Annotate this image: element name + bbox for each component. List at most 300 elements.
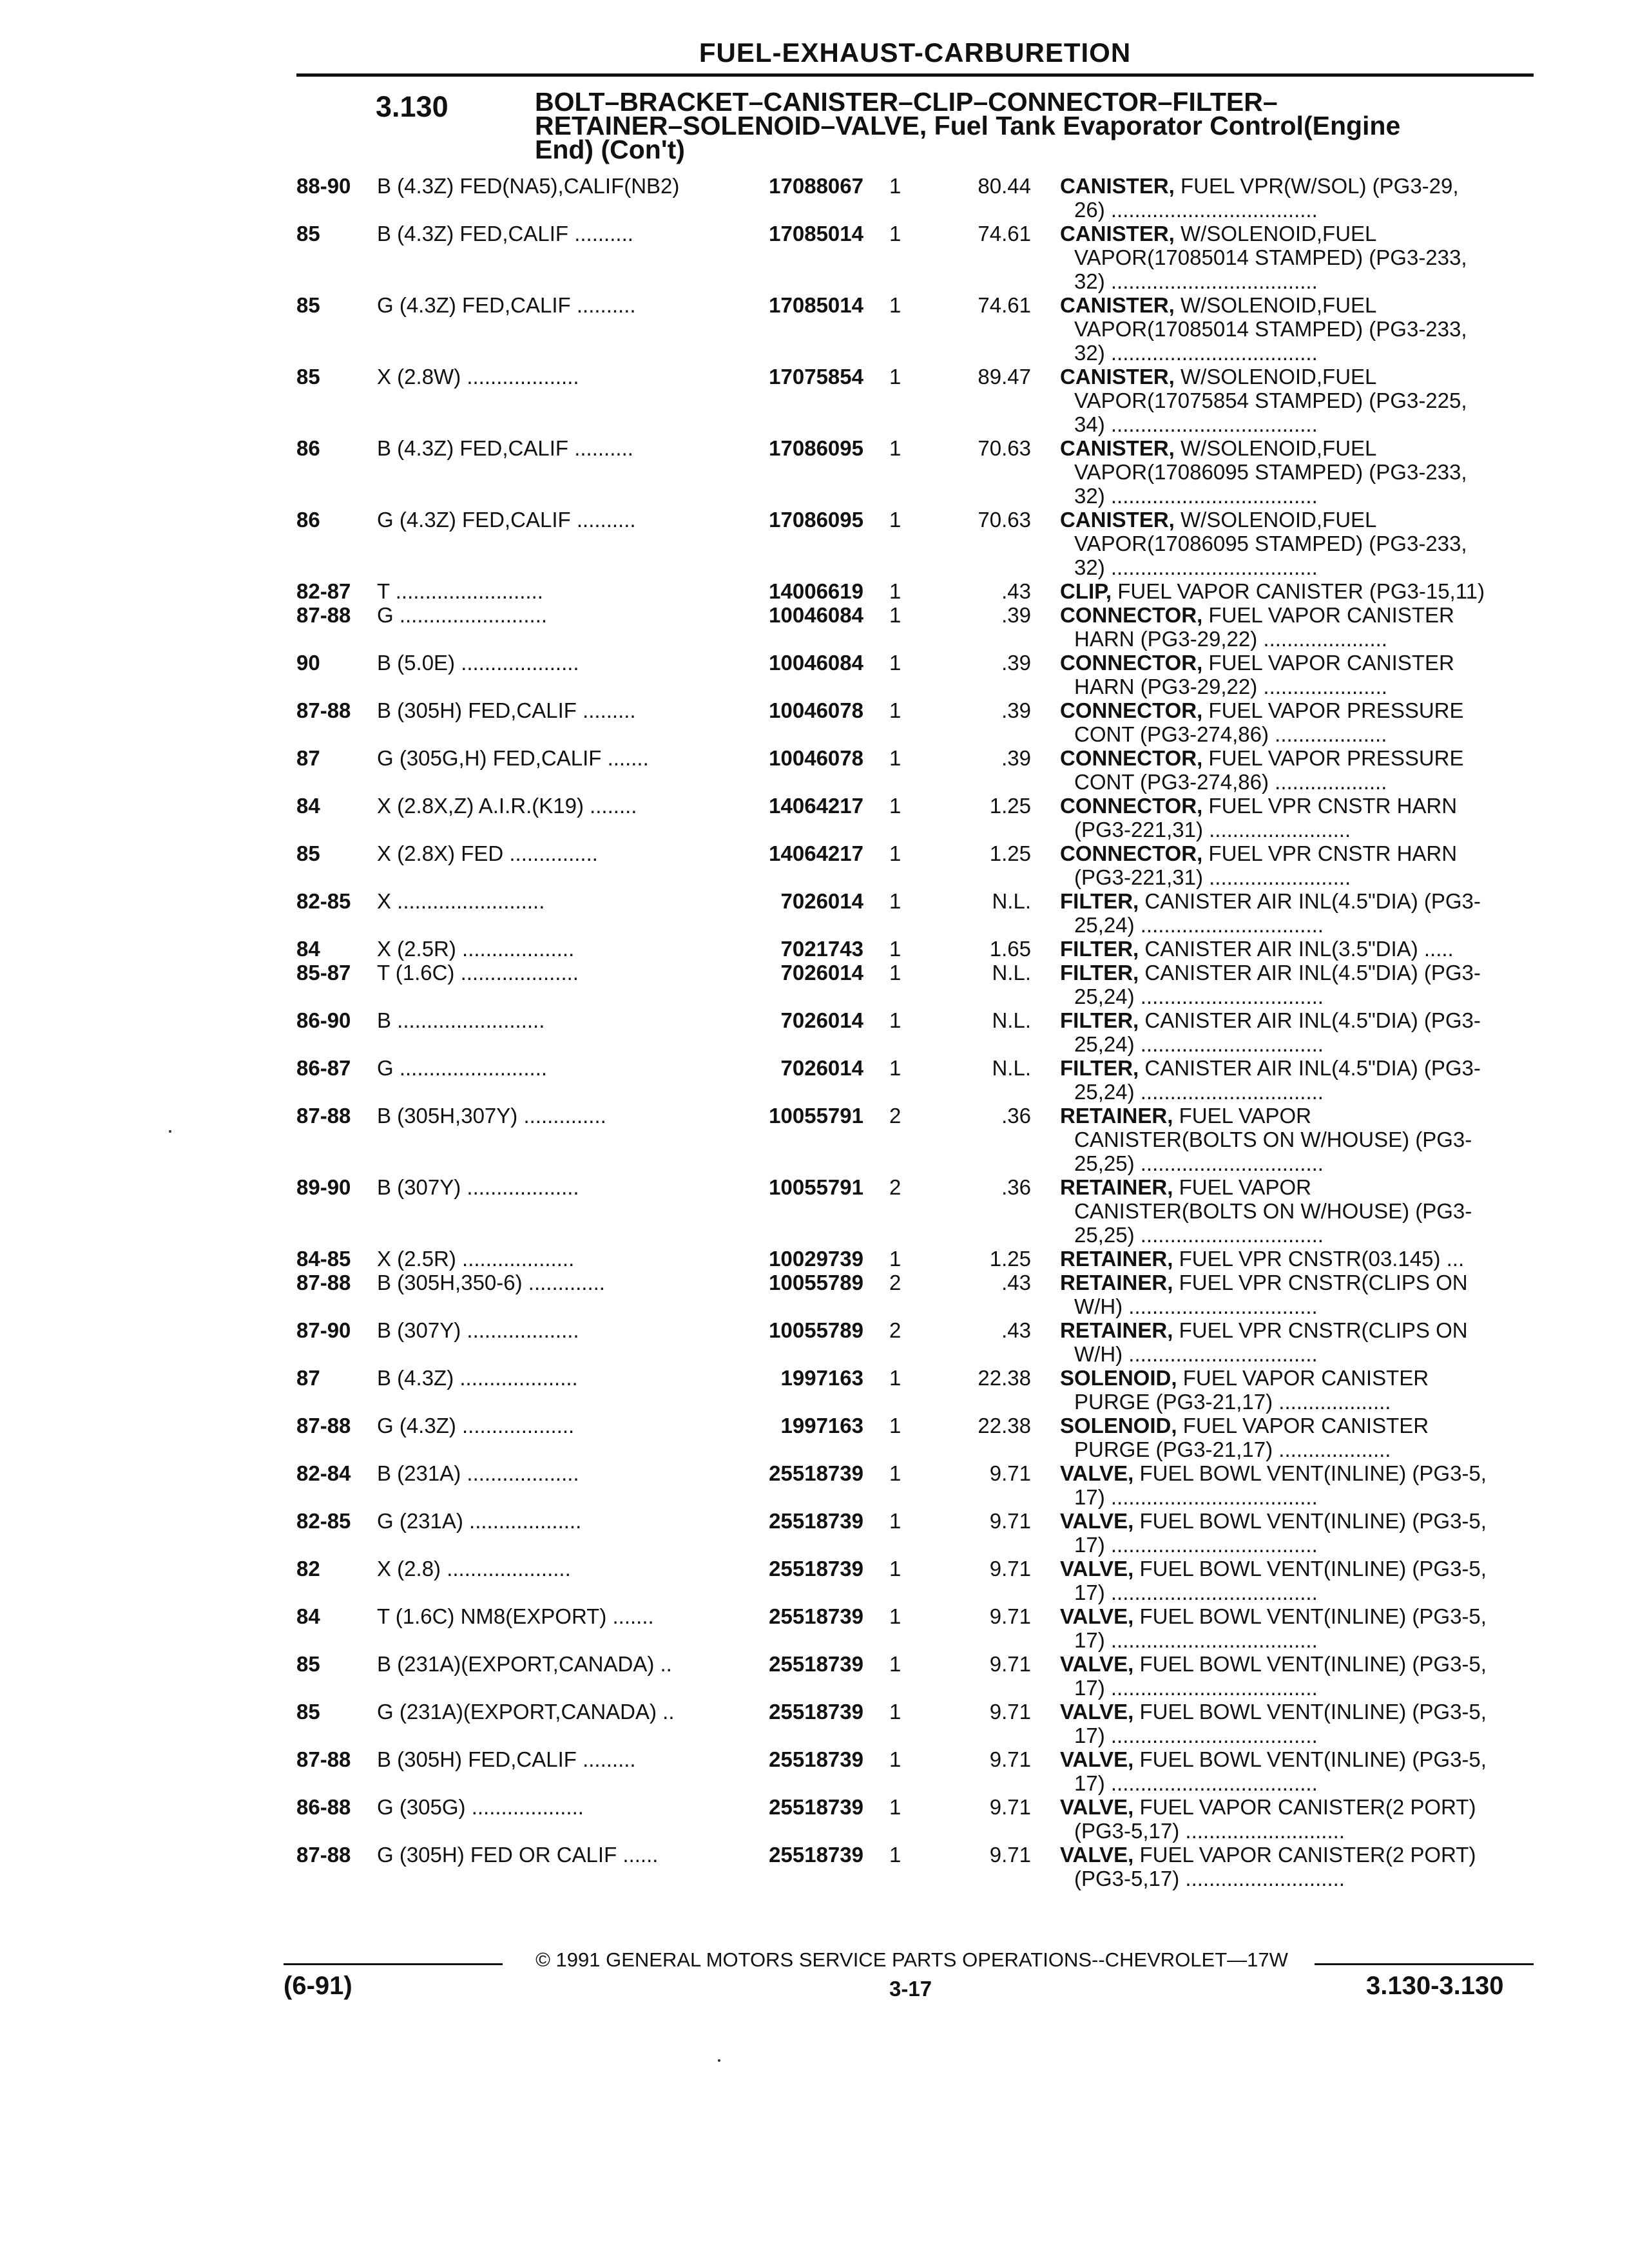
description-line [1060,889,1534,913]
description-text: FUEL VPR CNSTR HARN [1202,794,1458,818]
description-line: HARN (PG3-29,22) ..................... [1074,627,1387,651]
part-description [1060,579,1534,603]
part-description [1060,174,1534,222]
quantity: 1 [889,746,901,770]
part-name: VALVE, [1060,1843,1134,1867]
vehicle-model: X ......................... [377,889,545,913]
description-line [1060,1318,1534,1342]
price: 74.61 [978,222,1031,245]
part-description [1060,1843,1534,1890]
part-number: 10055791 [769,1175,863,1199]
description-line [1060,1700,1534,1724]
price: 74.61 [978,293,1031,317]
price: 9.71 [989,1509,1031,1533]
description-line [1060,1795,1534,1819]
description-text: W/SOLENOID,FUEL [1174,436,1377,460]
quantity: 1 [889,1461,901,1485]
part-description [1060,746,1534,794]
price: N.L. [992,1056,1031,1080]
part-number: 25518739 [769,1509,863,1533]
price: 22.38 [978,1414,1031,1437]
footer-page-number: 3-17 [889,1977,932,2001]
description-line [1060,1414,1534,1437]
part-name: FILTER, [1060,1056,1139,1080]
quantity: 1 [889,698,901,722]
description-text: FUEL VAPOR [1173,1104,1311,1128]
part-name: RETAINER, [1060,1271,1173,1294]
model-year: 86 [296,436,320,460]
vehicle-model: B (305H) FED,CALIF ......... [377,698,636,722]
part-description [1060,1318,1534,1366]
vehicle-model: G ......................... [377,603,548,627]
description-line: VAPOR(17085014 STAMPED) (PG3-233, [1074,317,1467,341]
price: 9.71 [989,1604,1031,1628]
part-description [1060,603,1534,651]
description-line [1060,1104,1534,1128]
part-name: VALVE, [1060,1509,1134,1533]
description-text: W/SOLENOID,FUEL [1174,508,1377,532]
parts-row [0,1557,1629,1604]
quantity: 1 [889,651,901,675]
part-number: 10046078 [769,746,863,770]
quantity: 1 [889,1604,901,1628]
quantity: 1 [889,1747,901,1771]
vehicle-model: X (2.5R) ................... [377,937,575,961]
part-description [1060,1557,1534,1604]
description-line: CANISTER(BOLTS ON W/HOUSE) (PG3- [1074,1128,1472,1151]
part-description [1060,937,1534,961]
model-year: 86-90 [296,1008,351,1032]
vehicle-model: T (1.6C) .................... [377,961,579,985]
description-line: W/H) ................................ [1074,1294,1318,1318]
model-year: 87-88 [296,1747,351,1771]
price: 9.71 [989,1700,1031,1724]
quantity: 1 [889,1700,901,1724]
description-line [1060,222,1534,245]
parts-row [0,1056,1629,1104]
description-line [1060,1747,1534,1771]
part-description [1060,1461,1534,1509]
part-description [1060,1747,1534,1795]
model-year: 85 [296,841,320,865]
part-description [1060,1056,1534,1104]
quantity: 1 [889,794,901,818]
part-name: CANISTER, [1060,222,1175,245]
part-description [1060,1247,1534,1271]
part-name: CLIP, [1060,579,1112,603]
description-text: FUEL BOWL VENT(INLINE) (PG3-5, [1133,1604,1487,1628]
vehicle-model: G (231A) ................... [377,1509,582,1533]
description-line: VAPOR(17086095 STAMPED) (PG3-233, [1074,460,1467,484]
description-line [1060,1652,1534,1676]
price: 1.65 [989,937,1031,961]
part-number: 25518739 [769,1461,863,1485]
description-text: FUEL VPR CNSTR HARN [1202,841,1458,865]
vehicle-model: B (307Y) ................... [377,1175,579,1199]
parts-row [0,293,1629,365]
quantity: 1 [889,1795,901,1819]
parts-row [0,1652,1629,1700]
footer-rule-left [284,1963,503,1965]
part-number: 25518739 [769,1795,863,1819]
price: 9.71 [989,1461,1031,1485]
parts-row [0,889,1629,937]
description-text: FUEL VAPOR CANISTER (PG3-15,11) [1112,579,1485,603]
description-line [1060,1271,1534,1294]
price: N.L. [992,889,1031,913]
quantity: 1 [889,1247,901,1271]
section-number: 3.130 [376,90,448,123]
quantity: 2 [889,1104,901,1128]
description-line [1060,794,1534,818]
part-name: CONNECTOR, [1060,794,1203,818]
description-line: (PG3-5,17) ........................... [1074,1867,1345,1890]
model-year: 86 [296,508,320,532]
part-number: 25518739 [769,1700,863,1724]
footer-rule-right [1315,1963,1534,1965]
parts-row [0,365,1629,436]
model-year: 85 [296,222,320,245]
vehicle-model: X (2.8) ..................... [377,1557,571,1581]
description-line: PURGE (PG3-21,17) ................... [1074,1390,1391,1414]
parts-row [0,1747,1629,1795]
part-name: CANISTER, [1060,365,1175,389]
description-line: (PG3-221,31) ........................ [1074,818,1351,841]
description-line [1060,508,1534,532]
quantity: 1 [889,365,901,389]
description-line: 34) ................................... [1074,412,1318,436]
parts-row [0,841,1629,889]
description-line [1060,651,1534,675]
model-year: 87 [296,746,320,770]
part-number: 10046078 [769,698,863,722]
part-name: CANISTER, [1060,293,1175,317]
description-line [1060,961,1534,985]
part-description [1060,365,1534,436]
vehicle-model: X (2.8X) FED ............... [377,841,598,865]
section-title-line: End) (Con't) [535,135,685,164]
part-number: 25518739 [769,1843,863,1867]
description-line [1060,1056,1534,1080]
parts-row [0,174,1629,222]
vehicle-model: T (1.6C) NM8(EXPORT) ....... [377,1604,654,1628]
section-title [535,87,1501,164]
description-line [1060,1461,1534,1485]
description-text: CANISTER AIR INL(4.5"DIA) (PG3- [1139,1056,1481,1080]
part-name: CANISTER, [1060,436,1175,460]
parts-row [0,1366,1629,1414]
model-year: 86-88 [296,1795,351,1819]
description-line: 32) ................................... [1074,341,1318,365]
part-name: FILTER, [1060,889,1139,913]
vehicle-model: B (305H,307Y) .............. [377,1104,606,1128]
description-line: 17) ................................... [1074,1628,1318,1652]
part-number: 25518739 [769,1652,863,1676]
vehicle-model: X (2.8X,Z) A.I.R.(K19) ........ [377,794,637,818]
description-line [1060,1557,1534,1581]
quantity: 1 [889,1008,901,1032]
price: 22.38 [978,1366,1031,1390]
description-text: FUEL VAPOR CANISTER [1177,1414,1429,1437]
price: .39 [1001,651,1031,675]
quantity: 1 [889,508,901,532]
part-number: 7026014 [780,961,863,985]
section-title-line: RETAINER–SOLENOID–VALVE, Fuel Tank Evaporator Control(Engine [535,111,1401,140]
part-number: 10029739 [769,1247,863,1271]
part-number: 7026014 [780,889,863,913]
part-description [1060,961,1534,1008]
quantity: 1 [889,1843,901,1867]
price: .39 [1001,698,1031,722]
model-year: 82 [296,1557,320,1581]
description-text: FUEL VPR CNSTR(CLIPS ON [1173,1271,1468,1294]
part-description [1060,1008,1534,1056]
quantity: 1 [889,961,901,985]
parts-row [0,1795,1629,1843]
description-text: W/SOLENOID,FUEL [1174,222,1377,245]
part-number: 7026014 [780,1008,863,1032]
model-year: 86-87 [296,1056,351,1080]
part-number: 10046084 [769,603,863,627]
parts-row [0,698,1629,746]
part-number: 17088067 [769,174,863,198]
parts-row [0,222,1629,293]
vehicle-model: B (307Y) ................... [377,1318,579,1342]
quantity: 1 [889,603,901,627]
part-number: 17086095 [769,508,863,532]
model-year: 87-88 [296,1104,351,1128]
parts-row [0,1700,1629,1747]
description-text: FUEL VPR(W/SOL) (PG3-29, [1174,174,1459,198]
part-name: FILTER, [1060,1008,1139,1032]
description-line: (PG3-5,17) ........................... [1074,1819,1345,1843]
model-year: 87-88 [296,1271,351,1294]
price: 1.25 [989,794,1031,818]
scan-speck [718,2059,720,2062]
part-description [1060,1175,1534,1247]
description-line: HARN (PG3-29,22) ..................... [1074,675,1387,698]
footer-copyright: © 1991 GENERAL MOTORS SERVICE PARTS OPERATIONS--CHEVROLET—17W [535,1948,1288,1971]
part-description [1060,1104,1534,1175]
vehicle-model: G (4.3Z) FED,CALIF .......... [377,508,636,532]
description-line: VAPOR(17075854 STAMPED) (PG3-225, [1074,389,1467,412]
description-line [1060,1175,1534,1199]
part-name: FILTER, [1060,937,1139,961]
part-number: 14006619 [769,579,863,603]
vehicle-model: G (305G,H) FED,CALIF ....... [377,746,649,770]
description-line [1060,746,1534,770]
price: .36 [1001,1104,1031,1128]
price: N.L. [992,961,1031,985]
vehicle-model: B (4.3Z) .................... [377,1366,578,1390]
section-title-line: BOLT–BRACKET–CANISTER–CLIP–CONNECTOR–FILTER– [535,87,1278,117]
quantity: 1 [889,1557,901,1581]
description-text: CANISTER AIR INL(4.5"DIA) (PG3- [1139,961,1481,985]
part-name: CONNECTOR, [1060,746,1203,770]
part-name: CONNECTOR, [1060,841,1203,865]
model-year: 84 [296,937,320,961]
page-header-title: FUEL-EXHAUST-CARBURETION [699,37,1132,68]
description-line: 17) ................................... [1074,1581,1318,1604]
part-name: CONNECTOR, [1060,603,1203,627]
description-text: CANISTER AIR INL(4.5"DIA) (PG3- [1139,1008,1481,1032]
vehicle-model: B (4.3Z) FED,CALIF .......... [377,222,633,245]
part-number: 7021743 [780,937,863,961]
description-line [1060,841,1534,865]
description-line [1060,698,1534,722]
header-rule [296,73,1534,77]
model-year: 85-87 [296,961,351,985]
vehicle-model: G (4.3Z) FED,CALIF .......... [377,293,636,317]
price: 9.71 [989,1795,1031,1819]
part-name: VALVE, [1060,1747,1134,1771]
description-line: 32) ................................... [1074,555,1318,579]
parts-row [0,1843,1629,1890]
description-line [1060,937,1534,961]
part-number: 1997163 [780,1414,863,1437]
quantity: 1 [889,579,901,603]
part-description [1060,293,1534,365]
price: .39 [1001,746,1031,770]
parts-row [0,603,1629,651]
vehicle-model: X (2.5R) ................... [377,1247,575,1271]
part-description [1060,651,1534,698]
description-line [1060,1366,1534,1390]
footer-date: (6-91) [284,1972,352,2000]
vehicle-model: G (305H) FED OR CALIF ...... [377,1843,659,1867]
part-description [1060,889,1534,937]
price: 89.47 [978,365,1031,389]
part-description [1060,1795,1534,1843]
parts-row [0,1509,1629,1557]
part-number: 25518739 [769,1747,863,1771]
description-line [1060,293,1534,317]
description-line [1060,1843,1534,1867]
part-number: 17075854 [769,365,863,389]
quantity: 1 [889,1509,901,1533]
price: 1.25 [989,841,1031,865]
parts-row [0,1414,1629,1461]
part-name: FILTER, [1060,961,1139,985]
parts-row [0,746,1629,794]
description-text: FUEL VPR CNSTR(03.145) ... [1173,1247,1465,1271]
description-line: 25,25) ............................... [1074,1223,1324,1247]
part-description [1060,1700,1534,1747]
vehicle-model: G ......................... [377,1056,548,1080]
part-number: 14064217 [769,841,863,865]
part-number: 25518739 [769,1557,863,1581]
quantity: 1 [889,841,901,865]
price: .36 [1001,1175,1031,1199]
vehicle-model: G (231A)(EXPORT,CANADA) .. [377,1700,675,1724]
part-name: VALVE, [1060,1652,1134,1676]
vehicle-model: B (305H,350-6) ............. [377,1271,605,1294]
description-line [1060,1509,1534,1533]
description-text: FUEL VAPOR PRESSURE [1202,698,1464,722]
description-text: FUEL VAPOR PRESSURE [1202,746,1464,770]
part-name: VALVE, [1060,1795,1134,1819]
part-name: SOLENOID, [1060,1414,1177,1437]
quantity: 1 [889,937,901,961]
part-number: 10055791 [769,1104,863,1128]
part-name: SOLENOID, [1060,1366,1177,1390]
description-line [1060,579,1534,603]
part-name: VALVE, [1060,1604,1134,1628]
model-year: 84 [296,794,320,818]
part-number: 14064217 [769,794,863,818]
description-line: 25,25) ............................... [1074,1151,1324,1175]
parts-row [0,1247,1629,1271]
part-number: 17085014 [769,293,863,317]
part-number: 10055789 [769,1271,863,1294]
description-line: 25,24) ............................... [1074,913,1324,937]
description-line: W/H) ................................ [1074,1342,1318,1366]
model-year: 85 [296,293,320,317]
price: .39 [1001,603,1031,627]
description-line [1060,1247,1534,1271]
description-line: 25,24) ............................... [1074,1032,1324,1056]
part-number: 10046084 [769,651,863,675]
parts-row [0,651,1629,698]
price: 9.71 [989,1747,1031,1771]
quantity: 1 [889,222,901,245]
parts-row [0,1318,1629,1366]
description-text: FUEL VAPOR CANISTER [1202,603,1454,627]
description-text: FUEL BOWL VENT(INLINE) (PG3-5, [1133,1700,1487,1724]
description-line: 17) ................................... [1074,1533,1318,1557]
model-year: 84 [296,1604,320,1628]
part-name: CANISTER, [1060,174,1175,198]
part-name: CANISTER, [1060,508,1175,532]
description-text: W/SOLENOID,FUEL [1174,365,1377,389]
quantity: 1 [889,1056,901,1080]
model-year: 85 [296,365,320,389]
description-line [1060,603,1534,627]
parts-row [0,1175,1629,1247]
parts-row [0,508,1629,579]
model-year: 82-84 [296,1461,351,1485]
quantity: 1 [889,1652,901,1676]
description-line: 32) ................................... [1074,484,1318,508]
model-year: 84-85 [296,1247,351,1271]
model-year: 87-88 [296,603,351,627]
quantity: 1 [889,889,901,913]
parts-row [0,1604,1629,1652]
model-year: 90 [296,651,320,675]
description-line: 26) ................................... [1074,198,1318,222]
model-year: 88-90 [296,174,351,198]
description-line: 25,24) ............................... [1074,1080,1324,1104]
description-text: FUEL VAPOR CANISTER [1202,651,1454,675]
model-year: 87-88 [296,1414,351,1437]
description-text: CANISTER AIR INL(4.5"DIA) (PG3- [1139,889,1481,913]
quantity: 1 [889,1414,901,1437]
quantity: 1 [889,1366,901,1390]
part-number: 1997163 [780,1366,863,1390]
vehicle-model: B (4.3Z) FED(NA5),CALIF(NB2) [377,174,680,198]
price: 9.71 [989,1557,1031,1581]
part-name: VALVE, [1060,1700,1134,1724]
model-year: 87 [296,1366,320,1390]
price: 9.71 [989,1843,1031,1867]
description-line [1060,436,1534,460]
description-text: FUEL VAPOR CANISTER(2 PORT) [1133,1843,1476,1867]
description-text: FUEL VAPOR [1173,1175,1311,1199]
description-line [1060,1008,1534,1032]
model-year: 82-85 [296,1509,351,1533]
price: 70.63 [978,436,1031,460]
price: 70.63 [978,508,1031,532]
